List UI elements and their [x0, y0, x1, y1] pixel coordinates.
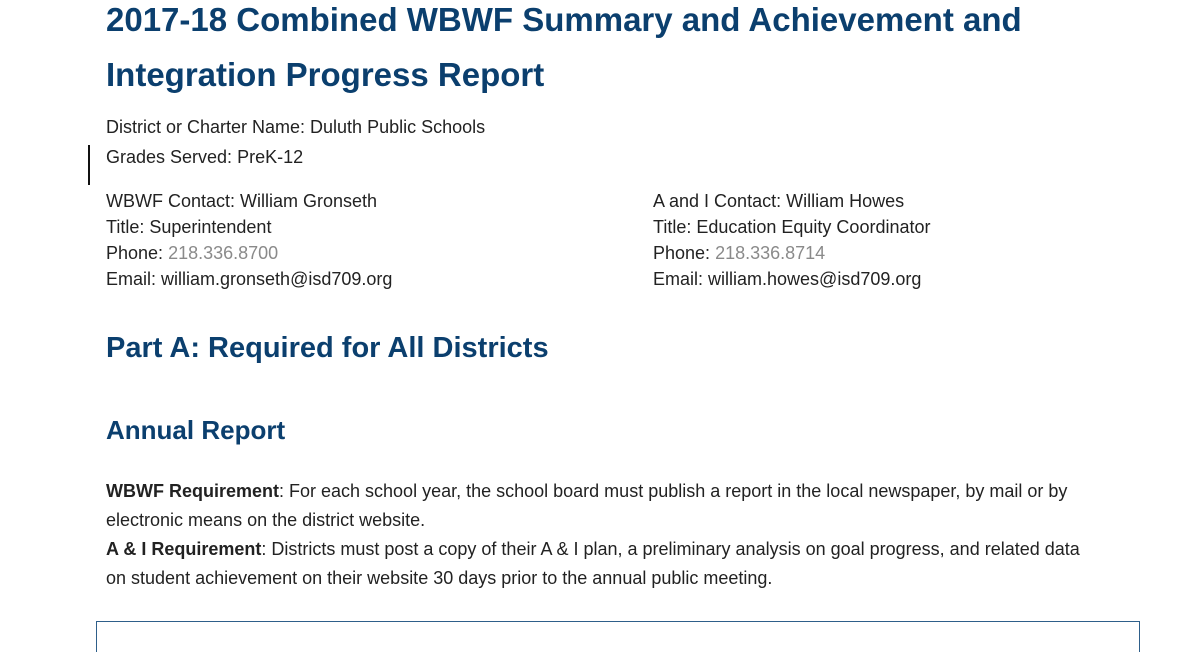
- ai-contact-label: A and I Contact:: [653, 191, 787, 211]
- wbwf-email-label: Email:: [106, 269, 162, 289]
- wbwf-title-row: [106, 214, 392, 240]
- wbwf-phone-label: Phone:: [106, 243, 169, 263]
- wbwf-contact-row: [106, 188, 392, 214]
- ai-requirement-paragraph: [106, 535, 1096, 593]
- wbwf-title-value: Superintendent: [149, 217, 272, 237]
- wbwf-contact-name: William Gronseth: [240, 191, 378, 211]
- ai-email-label: Email:: [653, 269, 709, 289]
- wbwf-contact-block: [106, 188, 392, 292]
- grades-served-line: Grades Served: PreK-12: [106, 147, 304, 167]
- cut-off-text-box: [96, 621, 1140, 652]
- ai-title-value: Education Equity Coordinator: [696, 217, 931, 237]
- ai-email-value[interactable]: william.howes@isd709.org: [708, 269, 922, 289]
- wbwf-requirement-text: : For each school year, the school board must publish a report in the local newspaper, by mail or by electronic means on the district website.: [106, 481, 1068, 530]
- wbwf-requirement-paragraph: [106, 477, 1096, 535]
- wbwf-phone-value[interactable]: 218.336.8700: [168, 243, 279, 263]
- ai-phone-label: Phone:: [653, 243, 716, 263]
- ai-contact-block: [653, 188, 930, 292]
- wbwf-contact-label: WBWF Contact:: [106, 191, 241, 211]
- wbwf-phone-row: [106, 240, 392, 266]
- wbwf-requirement-label: WBWF Requirement: [106, 481, 279, 501]
- ai-requirement-text: : Districts must post a copy of their A & I plan, a preliminary analysis on goal progress, and related data on student achievement on their website 30 days prior to the annual public meeting.: [106, 539, 1080, 588]
- ai-title-label: Title:: [653, 217, 697, 237]
- ai-contact-name: William Howes: [786, 191, 905, 211]
- annual-report-heading: Annual Report: [106, 415, 286, 445]
- wbwf-email-row: [106, 266, 392, 292]
- wbwf-title-label: Title:: [106, 217, 150, 237]
- part-a-heading: Part A: Required for All Districts: [106, 332, 549, 364]
- ai-requirement-label: A & I Requirement: [106, 539, 262, 559]
- ai-title-row: [653, 214, 930, 240]
- ai-phone-value[interactable]: 218.336.8714: [715, 243, 826, 263]
- wbwf-email-value[interactable]: william.gronseth@isd709.org: [161, 269, 393, 289]
- ai-email-row: [653, 266, 930, 292]
- text-cursor: [88, 145, 90, 185]
- ai-contact-row: [653, 188, 930, 214]
- ai-phone-row: [653, 240, 930, 266]
- document-title: 2017-18 Combined WBWF Summary and Achievement and Integration Progress Report: [106, 1, 1022, 93]
- district-name-line: District or Charter Name: Duluth Public Schools: [106, 117, 486, 137]
